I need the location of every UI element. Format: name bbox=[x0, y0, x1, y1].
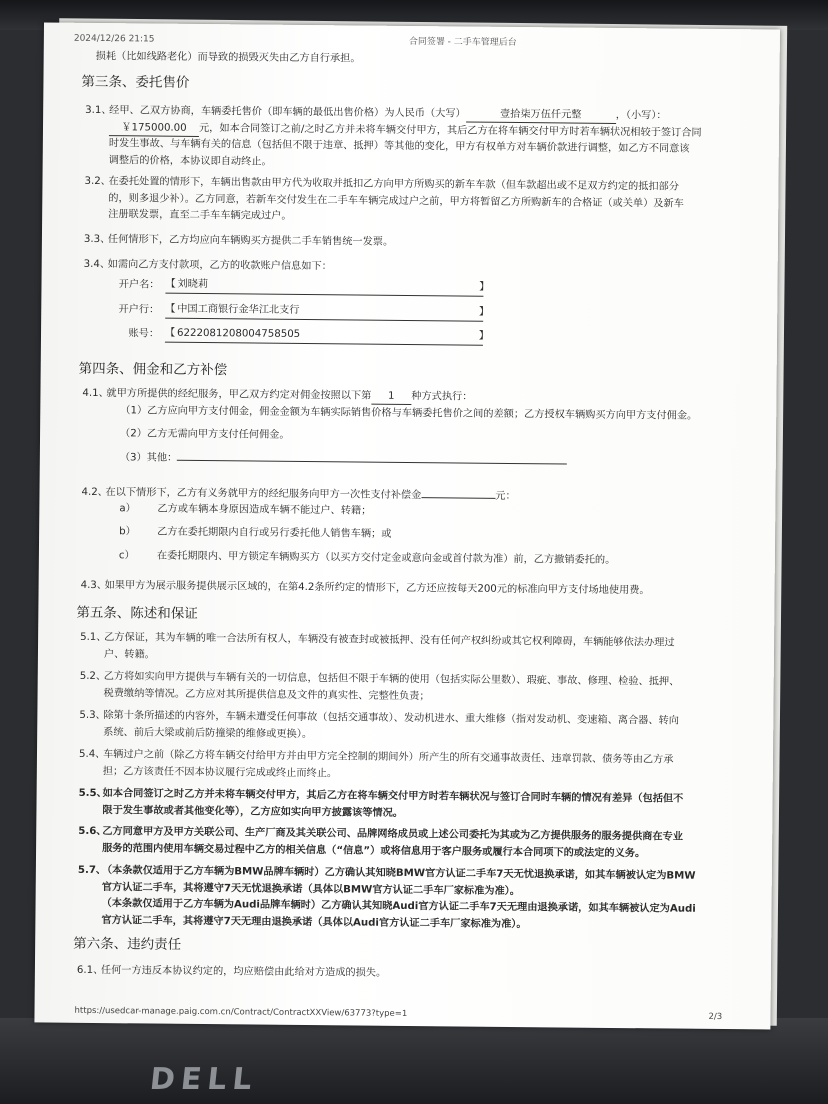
bank-row bbox=[105, 302, 490, 319]
clause-text: 的，则多退少补）。乙方同意，若新车交付发生在二手车车辆完成过户之前，甲方将暂留乙方所购新车的合格证（或关单）及新车 bbox=[108, 192, 684, 210]
clause-text: 元： bbox=[495, 490, 516, 503]
clause-text: 时发生事故、与车辆有关的信息（包括但不限于违章、抵押）等其他的变化，甲方有权单方对车辆价款进行调整，如乙方不同意该 bbox=[108, 138, 690, 155]
section-5-heading: 第五条、陈述和保证 bbox=[76, 604, 198, 622]
clause-text: 就甲方所提供的经纪服务，甲乙双方约定对佣金按照以下第 bbox=[106, 388, 372, 402]
clause-text: （本条款仅适用于乙方车辆为BMW品牌车辆时）乙方确认其知晓BMW官方认证二手车7天无忧退换承诺，如其车辆被认定为BMW bbox=[101, 865, 696, 882]
bracket-close: 】 bbox=[478, 330, 490, 342]
clause-text: 注册联发票，直至二手车车辆完成过户。 bbox=[108, 209, 292, 222]
clause-text: 系统、前后大梁或前后防撞梁的维修或更换）。 bbox=[103, 726, 313, 740]
clause-number: 5.7、 bbox=[77, 864, 107, 877]
clause-3-3 bbox=[84, 232, 734, 255]
clause-text: 户、转籍。 bbox=[103, 648, 155, 661]
bracket-close: 】 bbox=[479, 281, 490, 293]
clause-number: 4.3、 bbox=[80, 579, 108, 592]
item-tag: a） bbox=[119, 503, 136, 515]
clause-number: 3.1、 bbox=[85, 104, 112, 117]
clause-text: 乙方保证，其为车辆的唯一合法所有权人，车辆没有被查封或被抵押、没有任何产权纠纷或其它权利障碍，车辆能够依法办理过 bbox=[104, 632, 675, 649]
clause-text: 种方式执行： bbox=[411, 391, 473, 403]
section-4-heading: 第四条、佣金和乙方补偿 bbox=[78, 360, 228, 379]
clause-text: 官方认证二手车，其将遵守7天无理由退换承诺（具体以Audi官方认证二手车厂家标准为准）。 bbox=[101, 914, 527, 930]
clause-text: 乙方将如实向甲方提供与车辆有关的一切信息，包括但不限于车辆的使用（包括实际公里数）、瑕疵、事故、修理、检验、抵押、 bbox=[103, 671, 680, 688]
account-number-value: 6222081208004758505 bbox=[176, 327, 301, 340]
clause-5-1 bbox=[80, 630, 730, 669]
section-6-heading: 第六条、违约责任 bbox=[73, 935, 182, 953]
clause-text: 经甲、乙双方协商，车辆委托售价（即车辆的最低出售价格）为人民币（大写） bbox=[109, 105, 466, 120]
bank-label: 开户行： bbox=[118, 304, 160, 316]
carry-over-text: 损耗（比如线路老化）而导致的损毁灭失由乙方自行承担。 bbox=[95, 50, 361, 65]
section-3-heading: 第三条、委托售价 bbox=[81, 73, 190, 91]
clause-5-7 bbox=[77, 863, 728, 935]
clause-number: 3.2、 bbox=[84, 175, 111, 188]
clause-5-3 bbox=[79, 708, 729, 747]
clause-text: 如本合同签订之时乙方并未将车辆交付甲方，其后乙方在将车辆交付甲方时若车辆状况与签订合同时车辆的情况有差异（包括但不 bbox=[102, 788, 684, 805]
option-3 bbox=[120, 450, 740, 472]
clause-5-6 bbox=[78, 824, 728, 863]
monitor-bezel-bottom bbox=[0, 1018, 828, 1104]
amount-upper: 壹拾柒万伍仟元整 bbox=[466, 108, 616, 124]
amount-lower: ￥175000.00 bbox=[109, 121, 199, 137]
clause-text: 乙方同意甲方及甲方关联公司、生产厂商及其关联公司、品牌网络成员或上述公司委托为其或为乙方提供服务的服务提供商在专业 bbox=[102, 826, 683, 843]
clause-text: ，（小写）： bbox=[615, 109, 667, 122]
clause-text: 调整后的价格，本协议即自动终止。 bbox=[108, 154, 272, 168]
clause-text: 官方认证二手车，其将遵守7天无忧退换承诺（具体以BMW官方认证二手车厂家标准为准）。 bbox=[101, 881, 521, 897]
item-c bbox=[119, 548, 739, 570]
clause-text: 担；乙方该责任不因本协议履行完成或终止而终止。 bbox=[102, 765, 338, 779]
clause-text: 服务的范围内使用车辆交易过程中乙方的相关信息（“信息”）或将信息用于客户服务或履行本合同项下的或法定的义务。 bbox=[102, 842, 646, 859]
account-number-row bbox=[105, 326, 490, 343]
item-b bbox=[119, 524, 739, 546]
bracket-open: 【 bbox=[165, 303, 176, 315]
clause-5-5 bbox=[78, 786, 728, 825]
clause-number: 5.4、 bbox=[78, 748, 106, 761]
item-tag: b） bbox=[119, 526, 136, 538]
clause-number: 6.1、 bbox=[76, 964, 104, 977]
bracket-open: 【 bbox=[164, 327, 176, 339]
option-3-label: （3）其他： bbox=[119, 452, 178, 464]
clause-5-4 bbox=[79, 747, 729, 786]
clause-5-2 bbox=[79, 669, 729, 708]
clause-number: 5.1、 bbox=[80, 631, 107, 644]
clause-6-1 bbox=[77, 963, 727, 986]
clause-text: 如果甲方为展示服务提供展示区域的，在第4.2条所约定的情形下，乙方还应按每天200元的标准向甲方支付场地使用费。 bbox=[104, 580, 650, 597]
footer-url: https://usedcar-manage.paig.com.cn/Contract/ContractXXView/63773?type=1 bbox=[74, 1005, 408, 1020]
item-tag: c） bbox=[118, 550, 135, 562]
bank-value: 中国工商银行金华江北支行 bbox=[177, 303, 300, 316]
account-name-field bbox=[165, 278, 490, 297]
clause-text: 任何情形下，乙方均应向车辆购买方提供二手车销售统一发票。 bbox=[107, 234, 394, 248]
clause-text: 元，如本合同签订之前/之时乙方并未将车辆交付甲方，其后乙方在将车辆交付甲方时若车辆状况相较于签订合同 bbox=[198, 122, 702, 139]
clause-3-2 bbox=[84, 174, 734, 230]
print-date: 2024/12/26 21:15 bbox=[73, 33, 155, 45]
clause-number: 5.6、 bbox=[78, 825, 107, 838]
print-title: 合同签署 - 二手车管理后台 bbox=[408, 36, 517, 49]
clause-number: 4.2、 bbox=[81, 486, 108, 499]
clause-number: 3.3、 bbox=[83, 233, 111, 246]
account-name-label: 开户名： bbox=[118, 279, 160, 291]
clause-text: （本条款仅适用于乙方车辆为Audi品牌车辆时）乙方确认其知晓Audi官方认证二手车7天无理由退换承诺，如其车辆被认定为Audi bbox=[101, 898, 696, 915]
clause-number: 5.5、 bbox=[78, 787, 107, 800]
clause-number: 3.4、 bbox=[83, 258, 111, 271]
account-name-value: 刘晓莉 bbox=[177, 278, 209, 291]
clause-text: 车辆过户之前（除乙方将车辆交付给甲方并由甲方完全控制的期间外）所产生的所有交通事故责任、违章罚款、债务等由乙方承 bbox=[102, 749, 674, 766]
bank-field bbox=[165, 303, 490, 322]
option-1: （1）乙方应向甲方支付佣金，佣金金额为车辆实际销售价格与车辆委托售价之间的差额；乙方授权车辆购买方向甲方支付佣金。 bbox=[120, 405, 698, 422]
item-text: 在委托期限内、甲方锁定车辆购买方（以买方交付定金或意向金或首付款为准）前，乙方撤销委托的。 bbox=[156, 550, 616, 566]
clause-3-1 bbox=[85, 103, 736, 175]
option-3-blank bbox=[177, 460, 567, 465]
clause-text: 在委托处置的情形下，车辆出售款由甲方代为收取并抵扣乙方向甲方所购买的新车车款（但车款超出或不足双方约定的抵扣部分 bbox=[108, 176, 680, 193]
clause-number: 5.2、 bbox=[79, 670, 107, 683]
clause-text: 税费缴纳等情况。乙方应对其所提供信息及文件的真实性、完整性负责； bbox=[103, 687, 430, 702]
commission-choice: 1 bbox=[371, 390, 411, 405]
clause-text: 在以下情形下，乙方有义务就甲方的经纪服务向甲方一次性支付补偿金 bbox=[105, 487, 422, 502]
item-text: 乙方或车辆本身原因造成车辆不能过户、转籍； bbox=[157, 503, 372, 517]
compensation-blank bbox=[421, 497, 495, 499]
bracket-open: 【 bbox=[165, 278, 176, 290]
bracket-close: 】 bbox=[479, 306, 490, 318]
option-2: （2）乙方无需向甲方支付任何佣金。 bbox=[120, 428, 290, 441]
clause-text: 限于发生事故或者其他变化等），乙方应如实向甲方披露该等情况。 bbox=[102, 804, 404, 819]
clause-4-3 bbox=[81, 578, 731, 601]
account-name-row bbox=[105, 277, 490, 294]
clause-text: 任何一方违反本协议约定的，均应赔偿由此给对方造成的损失。 bbox=[100, 965, 387, 979]
clause-number: 5.3、 bbox=[79, 709, 106, 722]
account-number-field bbox=[164, 327, 490, 346]
contract-page bbox=[34, 22, 780, 1029]
page-number: 2/3 bbox=[708, 1011, 723, 1023]
clause-number: 4.1、 bbox=[82, 387, 109, 400]
clause-text: 如需向乙方支付款项，乙方的收款账户信息如下： bbox=[107, 259, 332, 273]
clause-text: 除第十条所描述的内容外，车辆未遭受任何事故（包括交通事故）、发动机进水、重大维修（指对发动机、变速箱、离合器、转向 bbox=[103, 710, 679, 727]
item-text: 乙方在委托期限内自行或另行委托他人销售车辆；或 bbox=[157, 526, 392, 540]
account-number-label: 账号： bbox=[128, 328, 160, 340]
dell-logo: DELL bbox=[148, 1062, 260, 1097]
